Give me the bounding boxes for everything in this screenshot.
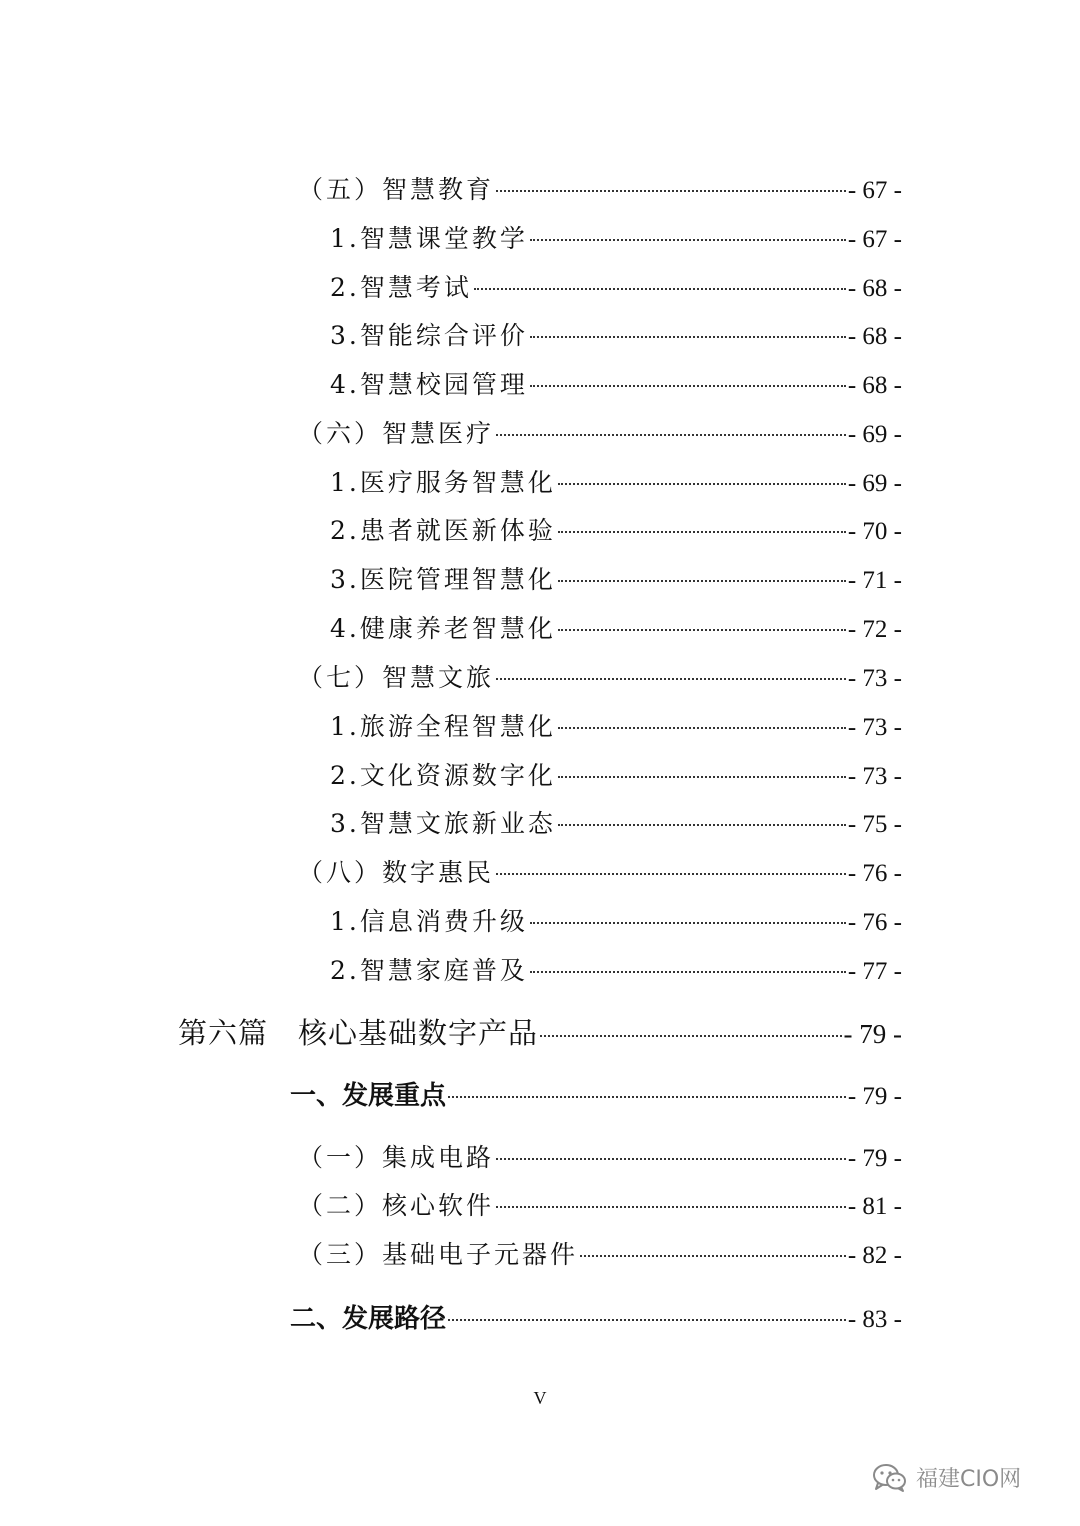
toc-leader — [448, 1096, 846, 1098]
toc-entry[interactable] — [298, 1235, 902, 1271]
toc-label: 1.旅游全程智慧化 — [330, 712, 556, 741]
toc-page: - 82 - — [847, 1242, 902, 1269]
toc-label: 第六篇 核心基础数字产品 — [178, 1016, 539, 1050]
toc-leader — [496, 1158, 846, 1160]
toc-leader — [530, 239, 846, 241]
toc-label: （五）智慧教育 — [298, 175, 495, 204]
toc-page: - 70 - — [847, 518, 902, 545]
toc-label: 4.健康养老智慧化 — [330, 614, 556, 643]
toc-page: - 73 - — [847, 714, 902, 741]
toc-label: 2.智慧家庭普及 — [330, 956, 528, 985]
toc-entry-education[interactable] — [298, 170, 902, 206]
toc-page: - 68 - — [847, 372, 902, 399]
toc-label: （二）核心软件 — [298, 1191, 495, 1220]
toc-entry[interactable] — [298, 1186, 902, 1222]
toc-page: - 77 - — [847, 958, 902, 985]
toc-page: - 67 - — [847, 177, 902, 204]
toc-leader — [474, 288, 846, 290]
toc-entry[interactable] — [330, 902, 902, 938]
toc-label: 一、发展重点 — [290, 1081, 447, 1111]
toc-page: - 68 - — [847, 323, 902, 350]
toc-page: - 71 - — [847, 567, 902, 594]
toc-label: 1.信息消费升级 — [330, 907, 528, 936]
toc-label: 二、发展路径 — [290, 1304, 447, 1334]
toc-page: - 81 - — [847, 1193, 902, 1220]
toc-page: - 73 - — [847, 665, 902, 692]
toc-entry[interactable] — [330, 560, 902, 596]
toc-page: - 69 - — [847, 470, 902, 497]
toc-label: 3.医院管理智慧化 — [330, 565, 556, 594]
toc-entry-tourism[interactable] — [298, 658, 902, 694]
toc-entry[interactable] — [330, 316, 902, 352]
toc-page: - 83 - — [847, 1306, 902, 1333]
toc-entry[interactable] — [330, 219, 902, 255]
toc-page: - 76 - — [847, 860, 902, 887]
toc-leader — [530, 385, 846, 387]
toc-page: - 72 - — [847, 616, 902, 643]
toc-leader — [558, 483, 846, 485]
toc-page: - 76 - — [847, 909, 902, 936]
toc-leader — [558, 776, 846, 778]
toc-leader — [530, 336, 846, 338]
toc-label: （六）智慧医疗 — [298, 419, 495, 448]
toc-page: - 67 - — [847, 226, 902, 253]
toc-entry[interactable] — [330, 609, 902, 645]
toc-entry[interactable] — [330, 707, 902, 743]
toc-label: 1.医疗服务智慧化 — [330, 468, 556, 497]
toc-page: - 69 - — [847, 421, 902, 448]
toc-page: - 79 - — [847, 1145, 902, 1172]
toc-part-heading[interactable] — [178, 1011, 902, 1052]
toc-leader — [496, 1206, 846, 1208]
toc-leader — [558, 824, 846, 826]
wechat-icon — [872, 1463, 908, 1493]
toc-leader — [558, 580, 846, 582]
toc-leader — [558, 629, 846, 631]
toc-leader — [540, 1035, 842, 1037]
toc-page: - 79 - — [847, 1083, 902, 1110]
toc-leader — [558, 727, 846, 729]
toc-label: 3.智慧文旅新业态 — [330, 809, 556, 838]
toc-leader — [558, 531, 846, 533]
page-number: V — [533, 1388, 547, 1408]
toc-entry[interactable] — [330, 365, 902, 401]
toc-entry[interactable] — [330, 951, 902, 987]
toc-page: - 79 - — [843, 1019, 902, 1049]
toc-label: 3.智能综合评价 — [330, 321, 528, 350]
toc-label: 1.智慧课堂教学 — [330, 224, 528, 253]
watermark — [872, 1462, 1021, 1493]
toc-leader — [448, 1319, 846, 1321]
toc-label: （一）集成电路 — [298, 1143, 495, 1172]
toc-leader — [530, 922, 846, 924]
toc-entry[interactable] — [298, 1138, 902, 1174]
toc-label: 2.智慧考试 — [330, 273, 472, 302]
toc-entry-medical[interactable] — [298, 414, 902, 450]
toc-label: （三）基础电子元器件 — [298, 1240, 579, 1269]
toc-label: 2.文化资源数字化 — [330, 761, 556, 790]
toc-section-heading[interactable] — [290, 1075, 902, 1112]
watermark-text: 福建CIO网 — [916, 1467, 1022, 1492]
toc-entry[interactable] — [330, 268, 902, 304]
toc-leader — [496, 434, 846, 436]
toc-leader — [496, 678, 846, 680]
toc-leader — [496, 190, 846, 192]
toc-page: - 75 - — [847, 811, 902, 838]
toc-leader — [530, 971, 846, 973]
toc-entry[interactable] — [330, 463, 902, 499]
toc-entry[interactable] — [330, 804, 902, 840]
toc-label: （七）智慧文旅 — [298, 663, 495, 692]
toc-page: - 68 - — [847, 275, 902, 302]
toc-entry[interactable] — [330, 756, 902, 792]
toc-leader — [496, 873, 846, 875]
toc-section-heading[interactable] — [290, 1298, 902, 1335]
toc-entry[interactable] — [330, 511, 902, 547]
toc-leader — [580, 1255, 846, 1257]
toc-page: - 73 - — [847, 763, 902, 790]
toc-label: 4.智慧校园管理 — [330, 370, 528, 399]
toc-label: （八）数字惠民 — [298, 858, 495, 887]
toc-entry-digital-benefit[interactable] — [298, 853, 902, 889]
toc-label: 2.患者就医新体验 — [330, 516, 556, 545]
